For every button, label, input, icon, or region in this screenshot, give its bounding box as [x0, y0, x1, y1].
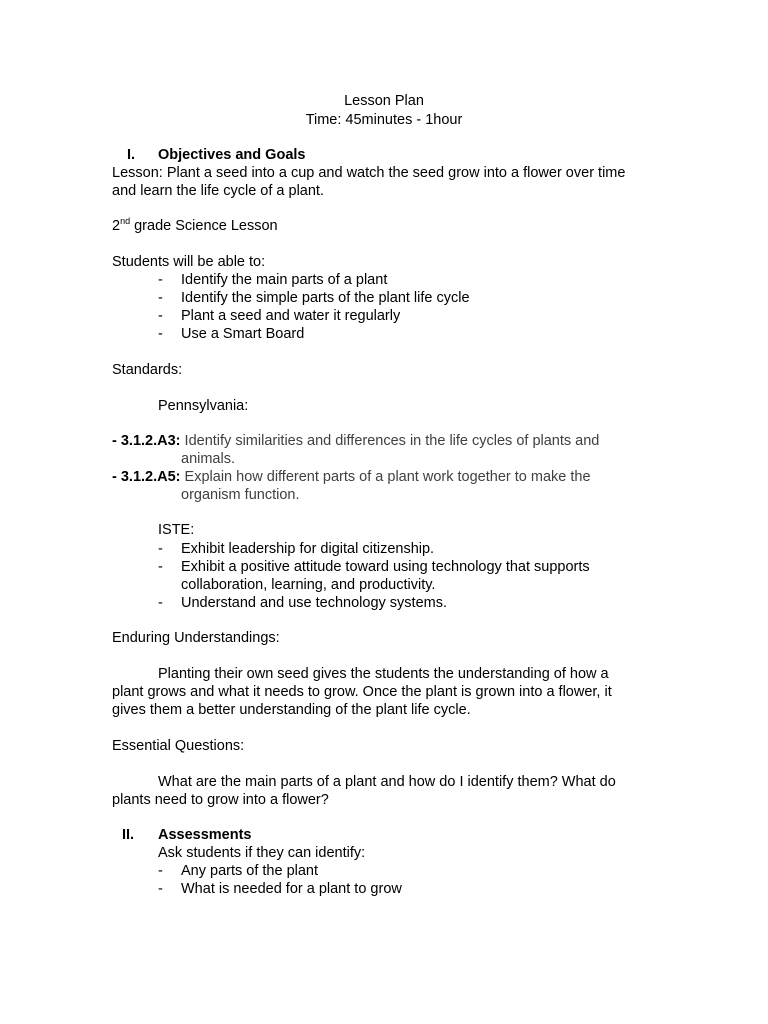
bullet-dash: - [158, 559, 163, 575]
list-item-text: Exhibit leadership for digital citizenship. [181, 541, 435, 557]
enduring-line-3: gives them a better understanding of the plant life cycle. [112, 702, 471, 718]
section-2-heading: Assessments [158, 827, 252, 843]
standard-text: Explain how different parts of a plant work together to make the [180, 469, 591, 485]
grade-text: grade Science Lesson [130, 218, 278, 234]
grade-line [112, 217, 278, 235]
bullet-dash: - [158, 541, 163, 557]
lesson-line-1: Lesson: Plant a seed into a cup and watch the seed grow into a flower over time [112, 165, 626, 181]
standard-code: 3.1.2.A5: [120, 469, 181, 485]
list-item-text: Understand and use technology systems. [181, 595, 447, 611]
standard-code: 3.1.2.A3: [120, 433, 181, 449]
bullet-dash: - [158, 595, 163, 611]
document-title: Lesson Plan [344, 93, 424, 109]
bullet-dash: - [158, 881, 163, 897]
section-2-numeral: II. [122, 827, 135, 843]
students-intro: Students will be able to: [112, 254, 266, 270]
list-item-text: Identify the simple parts of the plant life cycle [181, 290, 470, 306]
section-1-numeral: I. [127, 147, 136, 163]
bullet-dash: - [158, 290, 163, 306]
enduring-label: Enduring Understandings: [112, 630, 280, 646]
standards-label: Standards: [112, 362, 183, 378]
grade-ordinal: nd [120, 216, 131, 226]
lesson-line-2: and learn the life cycle of a plant. [112, 183, 324, 199]
list-item-continuation: collaboration, learning, and productivity. [181, 577, 436, 593]
essential-line-1: What are the main parts of a plant and how do I identify them? What do [158, 774, 616, 790]
enduring-line-1: Planting their own seed gives the students the understanding of how a [158, 666, 609, 682]
list-item-text: Identify the main parts of a plant [181, 272, 388, 288]
enduring-line-2: plant grows and what it needs to grow. Once the plant is grown into a flower, it [112, 684, 612, 700]
section-1-heading: Objectives and Goals [158, 147, 306, 163]
essential-line-2: plants need to grow into a flower? [112, 792, 329, 808]
standard-a5-line-2: organism function. [181, 487, 300, 503]
list-item-text: Plant a seed and water it regularly [181, 308, 401, 324]
assessments-intro: Ask students if they can identify: [158, 845, 366, 861]
essential-label: Essential Questions: [112, 738, 245, 754]
bullet-dash: - [158, 308, 163, 324]
bullet-dash: - [158, 863, 163, 879]
document-time: Time: 45minutes - 1hour [305, 112, 463, 128]
list-item-text: Use a Smart Board [181, 326, 305, 342]
standard-text: Identify similarities and differences in the life cycles of plants and [180, 433, 600, 449]
standard-a3-line-2: animals. [181, 451, 235, 467]
grade-number: 2 [112, 218, 121, 234]
standard-a3-line-1 [112, 432, 599, 450]
bullet-dash: - [158, 272, 163, 288]
standard-a5-line-1 [112, 468, 591, 486]
standard-prefix: - [112, 433, 121, 449]
bullet-dash: - [158, 326, 163, 342]
standard-prefix: - [112, 469, 121, 485]
list-item-text: What is needed for a plant to grow [181, 881, 402, 897]
pennsylvania-label: Pennsylvania: [158, 398, 249, 414]
iste-label: ISTE: [158, 522, 195, 538]
list-item-text: Exhibit a positive attitude toward using technology that supports [181, 559, 590, 575]
list-item-text: Any parts of the plant [181, 863, 319, 879]
